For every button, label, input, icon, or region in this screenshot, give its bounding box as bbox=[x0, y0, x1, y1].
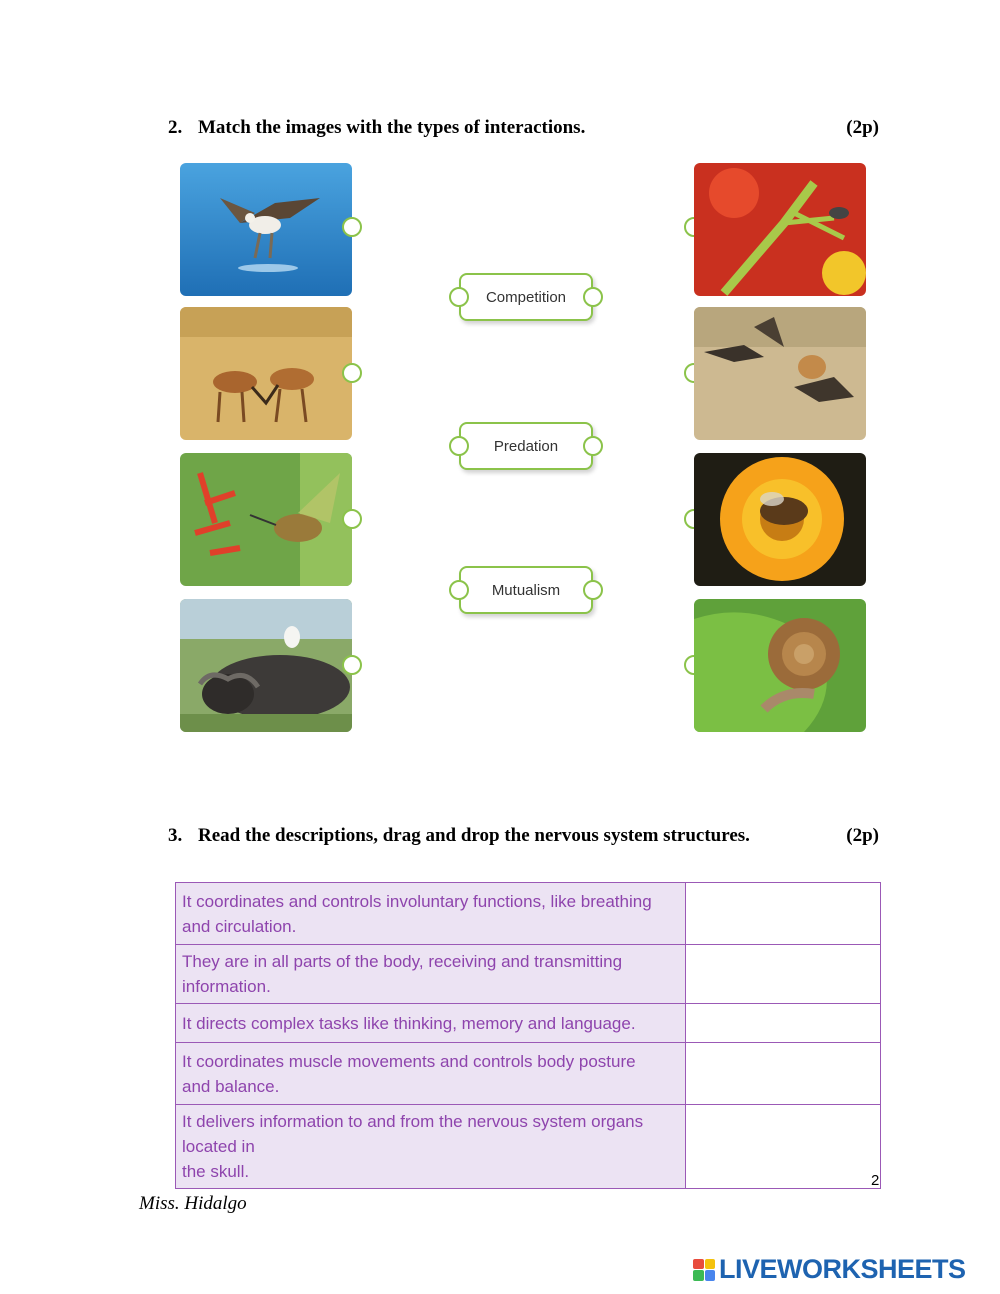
table-row bbox=[176, 1105, 881, 1189]
description-cell bbox=[176, 1043, 686, 1105]
question-number: 3. bbox=[168, 825, 183, 846]
answer-drop-zone[interactable] bbox=[686, 1004, 881, 1043]
page-number: 2 bbox=[871, 1172, 880, 1189]
connector-left-1[interactable] bbox=[342, 217, 362, 237]
term-label: Predation bbox=[493, 437, 559, 455]
author-name: Miss. Hidalgo bbox=[139, 1193, 247, 1214]
description-cell bbox=[176, 945, 686, 1004]
answer-drop-zone[interactable] bbox=[686, 945, 881, 1004]
hummingbird-flower-photo bbox=[180, 453, 352, 586]
connector-left-3[interactable] bbox=[342, 509, 362, 529]
question-text: Read the descriptions, drag and drop the nervous system structures. bbox=[198, 825, 750, 846]
mantis-photo bbox=[694, 163, 866, 296]
table-row bbox=[176, 1043, 881, 1105]
term-label: Mutualism bbox=[491, 581, 561, 599]
bee-flower-photo bbox=[694, 453, 866, 586]
term-mutualism[interactable] bbox=[459, 566, 593, 614]
impalas-fighting-photo bbox=[180, 307, 352, 440]
liveworksheets-logo[interactable] bbox=[693, 1254, 966, 1285]
description-cell bbox=[176, 883, 686, 945]
connector-left-4[interactable] bbox=[342, 655, 362, 675]
liveworksheets-logo-icon bbox=[693, 1259, 715, 1281]
term-connector-left[interactable] bbox=[449, 580, 469, 600]
description-line: It coordinates muscle movements and controls body posture bbox=[182, 1051, 636, 1071]
term-competition[interactable] bbox=[459, 273, 593, 321]
table-row bbox=[176, 883, 881, 945]
term-connector-left[interactable] bbox=[449, 436, 469, 456]
question-number: 2. bbox=[168, 117, 183, 138]
description-cell bbox=[176, 1105, 686, 1189]
term-connector-right[interactable] bbox=[583, 580, 603, 600]
question-text: Match the images with the types of interactions. bbox=[198, 117, 586, 138]
term-connector-right[interactable] bbox=[583, 436, 603, 456]
answer-drop-zone[interactable] bbox=[686, 1105, 881, 1189]
description-line: It delivers information to and from the nervous system organs located in bbox=[182, 1112, 644, 1156]
term-label: Competition bbox=[485, 288, 567, 306]
question-2-points: (2p) bbox=[846, 117, 879, 138]
description-line: They are in all parts of the body, receiving and transmitting information. bbox=[182, 952, 623, 996]
description-line: and circulation. bbox=[182, 916, 297, 936]
answer-drop-zone[interactable] bbox=[686, 1043, 881, 1105]
snail-leaf-photo bbox=[694, 599, 866, 732]
description-line: It coordinates and controls involuntary functions, like breathing bbox=[182, 891, 652, 911]
connector-left-2[interactable] bbox=[342, 363, 362, 383]
question-3-points: (2p) bbox=[846, 825, 879, 846]
description-line: It directs complex tasks like thinking, memory and language. bbox=[182, 1013, 636, 1033]
buffalo-egret-photo bbox=[180, 599, 352, 732]
brand-name: LIVEWORKSHEETS bbox=[719, 1254, 966, 1284]
question-2-title bbox=[168, 117, 585, 139]
vultures-lion-photo bbox=[694, 307, 866, 440]
description-line: and balance. bbox=[182, 1076, 280, 1096]
term-connector-left[interactable] bbox=[449, 287, 469, 307]
description-cell bbox=[176, 1004, 686, 1043]
answer-drop-zone[interactable] bbox=[686, 883, 881, 945]
term-predation[interactable] bbox=[459, 422, 593, 470]
table-row bbox=[176, 945, 881, 1004]
term-connector-right[interactable] bbox=[583, 287, 603, 307]
osprey-fishing-photo bbox=[180, 163, 352, 296]
question-3-title bbox=[168, 825, 750, 847]
description-line: the skull. bbox=[182, 1162, 250, 1181]
nervous-system-table bbox=[175, 882, 881, 1189]
table-row bbox=[176, 1004, 881, 1043]
